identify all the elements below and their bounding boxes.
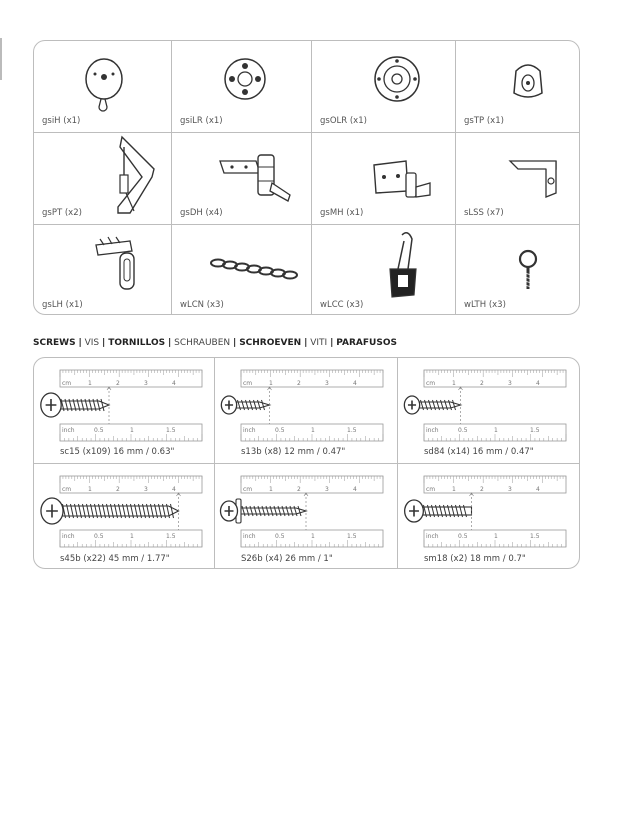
inch-tick-label: 1.5 [347, 533, 357, 540]
cm-tick-label: 1 [452, 380, 456, 387]
inch-tick-label: 0.5 [458, 533, 468, 540]
inch-ruler [241, 530, 383, 547]
cm-tick-label: 3 [508, 380, 512, 387]
part-label: gsLH (x1) [42, 300, 83, 310]
inch-ruler [424, 530, 566, 547]
inch-unit-label: inch [243, 427, 256, 434]
screw-icon [41, 493, 181, 530]
part-label: gsPT (x2) [42, 208, 82, 218]
inch-ruler [60, 530, 202, 547]
inch-tick-label: 0.5 [94, 533, 104, 540]
inch-tick-label: 1 [130, 533, 134, 540]
screws-grid [33, 357, 580, 569]
inch-unit-label: inch [62, 533, 75, 540]
cm-tick-label: 4 [172, 486, 176, 493]
inch-tick-label: 1.5 [166, 427, 176, 434]
part-label: sLSS (x7) [464, 208, 504, 218]
part-cell [172, 225, 312, 315]
page-edge-mark [0, 38, 2, 80]
part-label: gsiLR (x1) [180, 116, 223, 126]
cm-unit-label: cm [243, 380, 253, 387]
inch-tick-label: 1 [494, 427, 498, 434]
inch-tick-label: 0.5 [275, 427, 285, 434]
cm-tick-label: 4 [353, 380, 357, 387]
screw-label: sc15 (x109) 16 mm / 0.63" [60, 447, 175, 457]
part-label: gsiH (x1) [42, 116, 81, 126]
cm-tick-label: 2 [480, 486, 484, 493]
screw-cell [34, 464, 215, 569]
inch-tick-label: 1.5 [347, 427, 357, 434]
part-cell [312, 225, 456, 315]
inch-unit-label: inch [426, 533, 439, 540]
part-cell [172, 133, 312, 225]
screw-icon [404, 387, 462, 424]
cm-tick-label: 2 [480, 380, 484, 387]
part-cell [456, 41, 580, 133]
inch-unit-label: inch [426, 427, 439, 434]
screw-cell [398, 464, 580, 569]
inch-tick-label: 1 [311, 533, 315, 540]
screws-heading: SCREWS | VIS | TORNILLOS | SCHRAUBEN | SCHROEVEN | VITI | PARAFUSOS [33, 338, 397, 348]
screw-icon [221, 493, 309, 530]
cm-ruler [241, 370, 383, 387]
cm-tick-label: 2 [297, 486, 301, 493]
inch-tick-label: 1.5 [166, 533, 176, 540]
inch-tick-label: 1 [130, 427, 134, 434]
screw-cell [34, 358, 215, 464]
screw-diagram [215, 358, 397, 448]
screw-label: s45b (x22) 45 mm / 1.77" [60, 554, 170, 564]
part-cell [172, 41, 312, 133]
cm-tick-label: 4 [536, 380, 540, 387]
cm-tick-label: 4 [536, 486, 540, 493]
part-label: wLCC (x3) [320, 300, 364, 310]
cm-tick-label: 2 [297, 380, 301, 387]
part-cell [34, 133, 172, 225]
cm-tick-label: 3 [325, 380, 329, 387]
cm-unit-label: cm [243, 486, 253, 493]
inch-unit-label: inch [243, 533, 256, 540]
inch-tick-label: 1.5 [530, 427, 540, 434]
screw-diagram [215, 464, 397, 554]
screw-cell [215, 464, 398, 569]
part-label: gsMH (x1) [320, 208, 364, 218]
part-cell [312, 133, 456, 225]
screw-icon [41, 387, 111, 424]
part-label: gsOLR (x1) [320, 116, 367, 126]
screw-cell [215, 358, 398, 464]
part-label: wLCN (x3) [180, 300, 224, 310]
screw-label: s13b (x8) 12 mm / 0.47" [241, 447, 346, 457]
screw-diagram [398, 464, 580, 554]
inch-tick-label: 1 [494, 533, 498, 540]
screw-diagram [398, 358, 580, 448]
cm-tick-label: 2 [116, 486, 120, 493]
screw-icon [405, 493, 474, 530]
cm-tick-label: 1 [88, 486, 92, 493]
cm-ruler [60, 370, 202, 387]
cm-tick-label: 1 [269, 486, 273, 493]
inch-tick-label: 0.5 [94, 427, 104, 434]
inch-tick-label: 0.5 [275, 533, 285, 540]
part-cell [312, 41, 456, 133]
screw-label: sd84 (x14) 16 mm / 0.47" [424, 447, 534, 457]
cm-ruler [60, 476, 202, 493]
cm-tick-label: 4 [353, 486, 357, 493]
cm-ruler [424, 370, 566, 387]
inch-tick-label: 0.5 [458, 427, 468, 434]
cm-unit-label: cm [426, 486, 436, 493]
parts-grid [33, 40, 580, 315]
cm-unit-label: cm [62, 380, 72, 387]
cm-ruler [424, 476, 566, 493]
cm-tick-label: 3 [144, 380, 148, 387]
part-label: wLTH (x3) [464, 300, 506, 310]
screw-cell [398, 358, 580, 464]
inch-tick-label: 1 [311, 427, 315, 434]
part-cell [34, 41, 172, 133]
inch-unit-label: inch [62, 427, 75, 434]
cm-tick-label: 1 [452, 486, 456, 493]
cm-ruler [241, 476, 383, 493]
screw-label: S26b (x4) 26 mm / 1" [241, 554, 333, 564]
part-cell [34, 225, 172, 315]
screw-label: sm18 (x2) 18 mm / 0.7" [424, 554, 526, 564]
cm-tick-label: 3 [325, 486, 329, 493]
inch-ruler [60, 424, 202, 441]
part-cell [456, 225, 580, 315]
screw-diagram [34, 358, 214, 448]
cm-tick-label: 1 [269, 380, 273, 387]
cm-unit-label: cm [62, 486, 72, 493]
part-cell [456, 133, 580, 225]
screw-icon [221, 387, 271, 424]
part-label: gsTP (x1) [464, 116, 504, 126]
cm-tick-label: 3 [144, 486, 148, 493]
cm-tick-label: 3 [508, 486, 512, 493]
part-label: gsDH (x4) [180, 208, 223, 218]
inch-tick-label: 1.5 [530, 533, 540, 540]
inch-ruler [424, 424, 566, 441]
cm-tick-label: 1 [88, 380, 92, 387]
inch-ruler [241, 424, 383, 441]
screw-diagram [34, 464, 214, 554]
cm-tick-label: 4 [172, 380, 176, 387]
cm-tick-label: 2 [116, 380, 120, 387]
cm-unit-label: cm [426, 380, 436, 387]
